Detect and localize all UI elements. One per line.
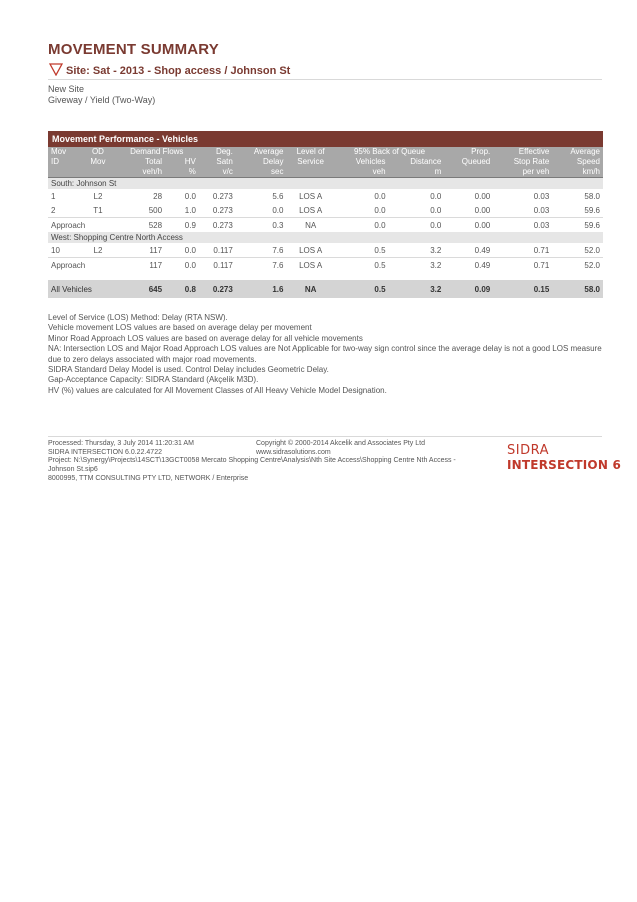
- table-cell: 3.2: [389, 280, 445, 298]
- header-cell: Prop.: [444, 147, 493, 157]
- note: NA: Intersection LOS and Major Road Approach LOS values are Not Applicable for two-way sign control since the average delay is not a good LOS measure due to zero delays associated with major road movements.: [48, 344, 602, 364]
- table-cell: 0.03: [533, 205, 550, 215]
- triangle-icon: [49, 63, 63, 76]
- header-cell: Service: [286, 157, 334, 167]
- table-cell: NA: [286, 218, 334, 233]
- table-row: [48, 189, 603, 203]
- sidra-logo: [507, 444, 621, 472]
- header-cell: Mov: [81, 157, 114, 167]
- table-band-title: Movement Performance - Vehicles: [48, 131, 603, 147]
- table-cell: 2: [51, 205, 56, 215]
- table-cell: 0.00: [474, 205, 491, 215]
- table-cell: LOS A: [299, 245, 323, 255]
- header-cell: Demand Flows: [115, 147, 199, 157]
- table-cell: 10: [51, 245, 60, 255]
- table-cell: 1: [51, 191, 56, 201]
- table-cell: 59.6: [584, 205, 600, 215]
- header-cell: Satn: [199, 157, 236, 167]
- table-cell: 0.0: [165, 258, 199, 273]
- control-type: Giveway / Yield (Two-Way): [48, 95, 156, 105]
- table-cell: LOS A: [299, 205, 323, 215]
- table-cell: 1.0: [184, 205, 196, 215]
- header-cell: ID: [48, 157, 81, 167]
- table-cell: LOS A: [286, 258, 334, 273]
- table-cell: 0.3: [236, 218, 287, 233]
- table-cell: 117: [149, 245, 163, 255]
- header-cell: [286, 167, 334, 178]
- header-cell: m: [389, 167, 445, 178]
- header-cell: Deg.: [199, 147, 236, 157]
- table-cell: 0.0: [389, 218, 445, 233]
- header-row-3: [48, 167, 603, 178]
- table-cell: L2: [93, 191, 103, 201]
- table-cell: 500: [148, 205, 163, 215]
- group-header-west: [48, 232, 603, 243]
- group-header-south: [48, 178, 603, 190]
- header-row-2: [48, 157, 603, 167]
- table-cell: L2: [93, 245, 103, 255]
- table-cell: 0.0: [184, 191, 196, 201]
- table-cell: 58.0: [584, 191, 600, 201]
- table-band: [48, 131, 603, 147]
- table-cell: Approach: [48, 218, 115, 233]
- header-cell: per veh: [493, 167, 552, 178]
- footer-divider: [48, 436, 602, 437]
- table-cell: 0.0: [374, 205, 386, 215]
- table-cell: 0.273: [199, 280, 236, 298]
- table-cell: 0.0: [184, 245, 196, 255]
- footer: [48, 440, 468, 484]
- table-cell: 0.15: [493, 280, 552, 298]
- processed-date: Processed: Thursday, 3 July 2014 11:20:31 AM: [48, 440, 194, 447]
- spacer-row: [48, 272, 603, 280]
- table-cell: 0.00: [444, 218, 493, 233]
- table-cell: 117: [115, 258, 165, 273]
- header-cell: 95% Back of Queue: [335, 147, 445, 157]
- header-cell: Mov: [48, 147, 81, 157]
- header-cell: %: [165, 167, 199, 178]
- table-cell: 0.71: [493, 258, 552, 273]
- header-cell: km/h: [552, 167, 603, 178]
- header-cell: [444, 167, 493, 178]
- table-cell: 52.0: [552, 258, 603, 273]
- approach-row: [48, 258, 603, 273]
- table-cell: Approach: [48, 258, 115, 273]
- table-cell: All Vehicles: [48, 280, 115, 298]
- copyright: Copyright © 2000-2014 Akcelik and Associates Pty Ltd: [256, 440, 425, 447]
- header-cell: Average: [236, 147, 287, 157]
- header-cell: sec: [236, 167, 287, 178]
- table-cell: 0.03: [533, 191, 550, 201]
- table-cell: 0.00: [474, 191, 491, 201]
- header-cell: veh/h: [115, 167, 165, 178]
- table-cell: 28: [153, 191, 163, 201]
- notes: [48, 313, 603, 396]
- table-cell: 0.5: [374, 245, 386, 255]
- logo-line-1: SIDRA: [507, 443, 549, 458]
- note: Minor Road Approach LOS values are based on average delay for all vehicle movements: [48, 333, 363, 343]
- site-name: New Site: [48, 84, 85, 94]
- table-cell: 0.71: [533, 245, 550, 255]
- table-cell: 52.0: [584, 245, 600, 255]
- header-cell: v/c: [199, 167, 236, 178]
- table-cell: 0.5: [335, 258, 389, 273]
- table-cell: 0.117: [199, 258, 236, 273]
- page-title: MOVEMENT SUMMARY: [48, 41, 219, 58]
- table-cell: 0.8: [165, 280, 199, 298]
- table-cell: 0.273: [199, 218, 236, 233]
- table-cell: 528: [115, 218, 165, 233]
- table-row: [48, 203, 603, 218]
- header-cell: Speed: [552, 157, 603, 167]
- note: HV (%) values are calculated for All Movement Classes of All Heavy Vehicle Model Designation.: [48, 385, 387, 395]
- header-cell: Queued: [444, 157, 493, 167]
- header-cell: Total: [115, 157, 165, 167]
- table-cell: 0.0: [430, 191, 442, 201]
- group-name: West: Shopping Centre North Access: [48, 232, 603, 243]
- table-cell: NA: [286, 280, 334, 298]
- table-cell: 7.6: [236, 258, 287, 273]
- table-cell: 0.0: [335, 218, 389, 233]
- table-cell: 0.09: [444, 280, 493, 298]
- note: Gap-Acceptance Capacity: SIDRA Standard (Akçelik M3D).: [48, 375, 259, 385]
- table-cell: LOS A: [299, 191, 323, 201]
- header-cell: Level of: [286, 147, 334, 157]
- header-cell: Effective: [493, 147, 552, 157]
- website-link[interactable]: www.sidrasolutions.com: [256, 448, 331, 456]
- header-cell: Stop Rate: [493, 157, 552, 167]
- header-cell: Vehicles: [335, 157, 389, 167]
- header-cell: [48, 167, 81, 178]
- table-cell: 3.2: [389, 258, 445, 273]
- header-cell: OD: [81, 147, 114, 157]
- logo-line-2: INTERSECTION 6: [507, 458, 621, 472]
- table-cell: 0.49: [474, 245, 491, 255]
- note: Vehicle movement LOS values are based on average delay per movement: [48, 323, 312, 333]
- table-cell: 0.0: [374, 191, 386, 201]
- table-cell: 0.9: [165, 218, 199, 233]
- site-line: [48, 63, 602, 80]
- note: SIDRA Standard Delay Model is used. Control Delay includes Geometric Delay.: [48, 365, 329, 375]
- project-path: Project: N:\Synergy\Projects\14SCT\13GCT0058 Mercato Shopping Centre\Analysis\Nth Site Access\Shopping Centre Nth Access - Johnson St.sip6: [48, 457, 456, 474]
- table-cell: 0.49: [444, 258, 493, 273]
- header-cell: Delay: [236, 157, 287, 167]
- license-info: 8000995, TTM CONSULTING PTY LTD, NETWORK / Enterprise: [48, 474, 249, 482]
- table-row: [48, 243, 603, 258]
- movement-performance-table: [48, 131, 603, 298]
- table-cell: 0.03: [493, 218, 552, 233]
- group-name: South: Johnson St: [48, 178, 603, 190]
- table-cell: 59.6: [552, 218, 603, 233]
- all-vehicles-row: [48, 280, 603, 298]
- table-cell: 58.0: [552, 280, 603, 298]
- table-cell: 0.273: [212, 205, 233, 215]
- table-cell: 7.6: [272, 245, 284, 255]
- table-cell: 0.117: [213, 245, 233, 255]
- software-version: SIDRA INTERSECTION 6.0.22.4722: [48, 448, 162, 456]
- header-cell: HV: [165, 157, 199, 167]
- header-cell: Average: [552, 147, 603, 157]
- table-cell: 0.0: [430, 205, 442, 215]
- table-cell: 0.5: [335, 280, 389, 298]
- header-cell: veh: [335, 167, 389, 178]
- table-cell: 3.2: [430, 245, 442, 255]
- header-cell: Distance: [389, 157, 445, 167]
- table-cell: 1.6: [236, 280, 287, 298]
- table-cell: 645: [115, 280, 165, 298]
- approach-row: [48, 218, 603, 233]
- table-cell: 5.6: [272, 191, 284, 201]
- table-cell: 0.0: [272, 205, 284, 215]
- header-cell: [81, 167, 114, 178]
- table-cell: 0.273: [212, 191, 233, 201]
- note: Level of Service (LOS) Method: Delay (RTA NSW).: [48, 313, 228, 322]
- header-row-1: [48, 147, 603, 157]
- table-cell: T1: [93, 205, 103, 215]
- site-title: Site: Sat - 2013 - Shop access / Johnson St: [66, 65, 291, 77]
